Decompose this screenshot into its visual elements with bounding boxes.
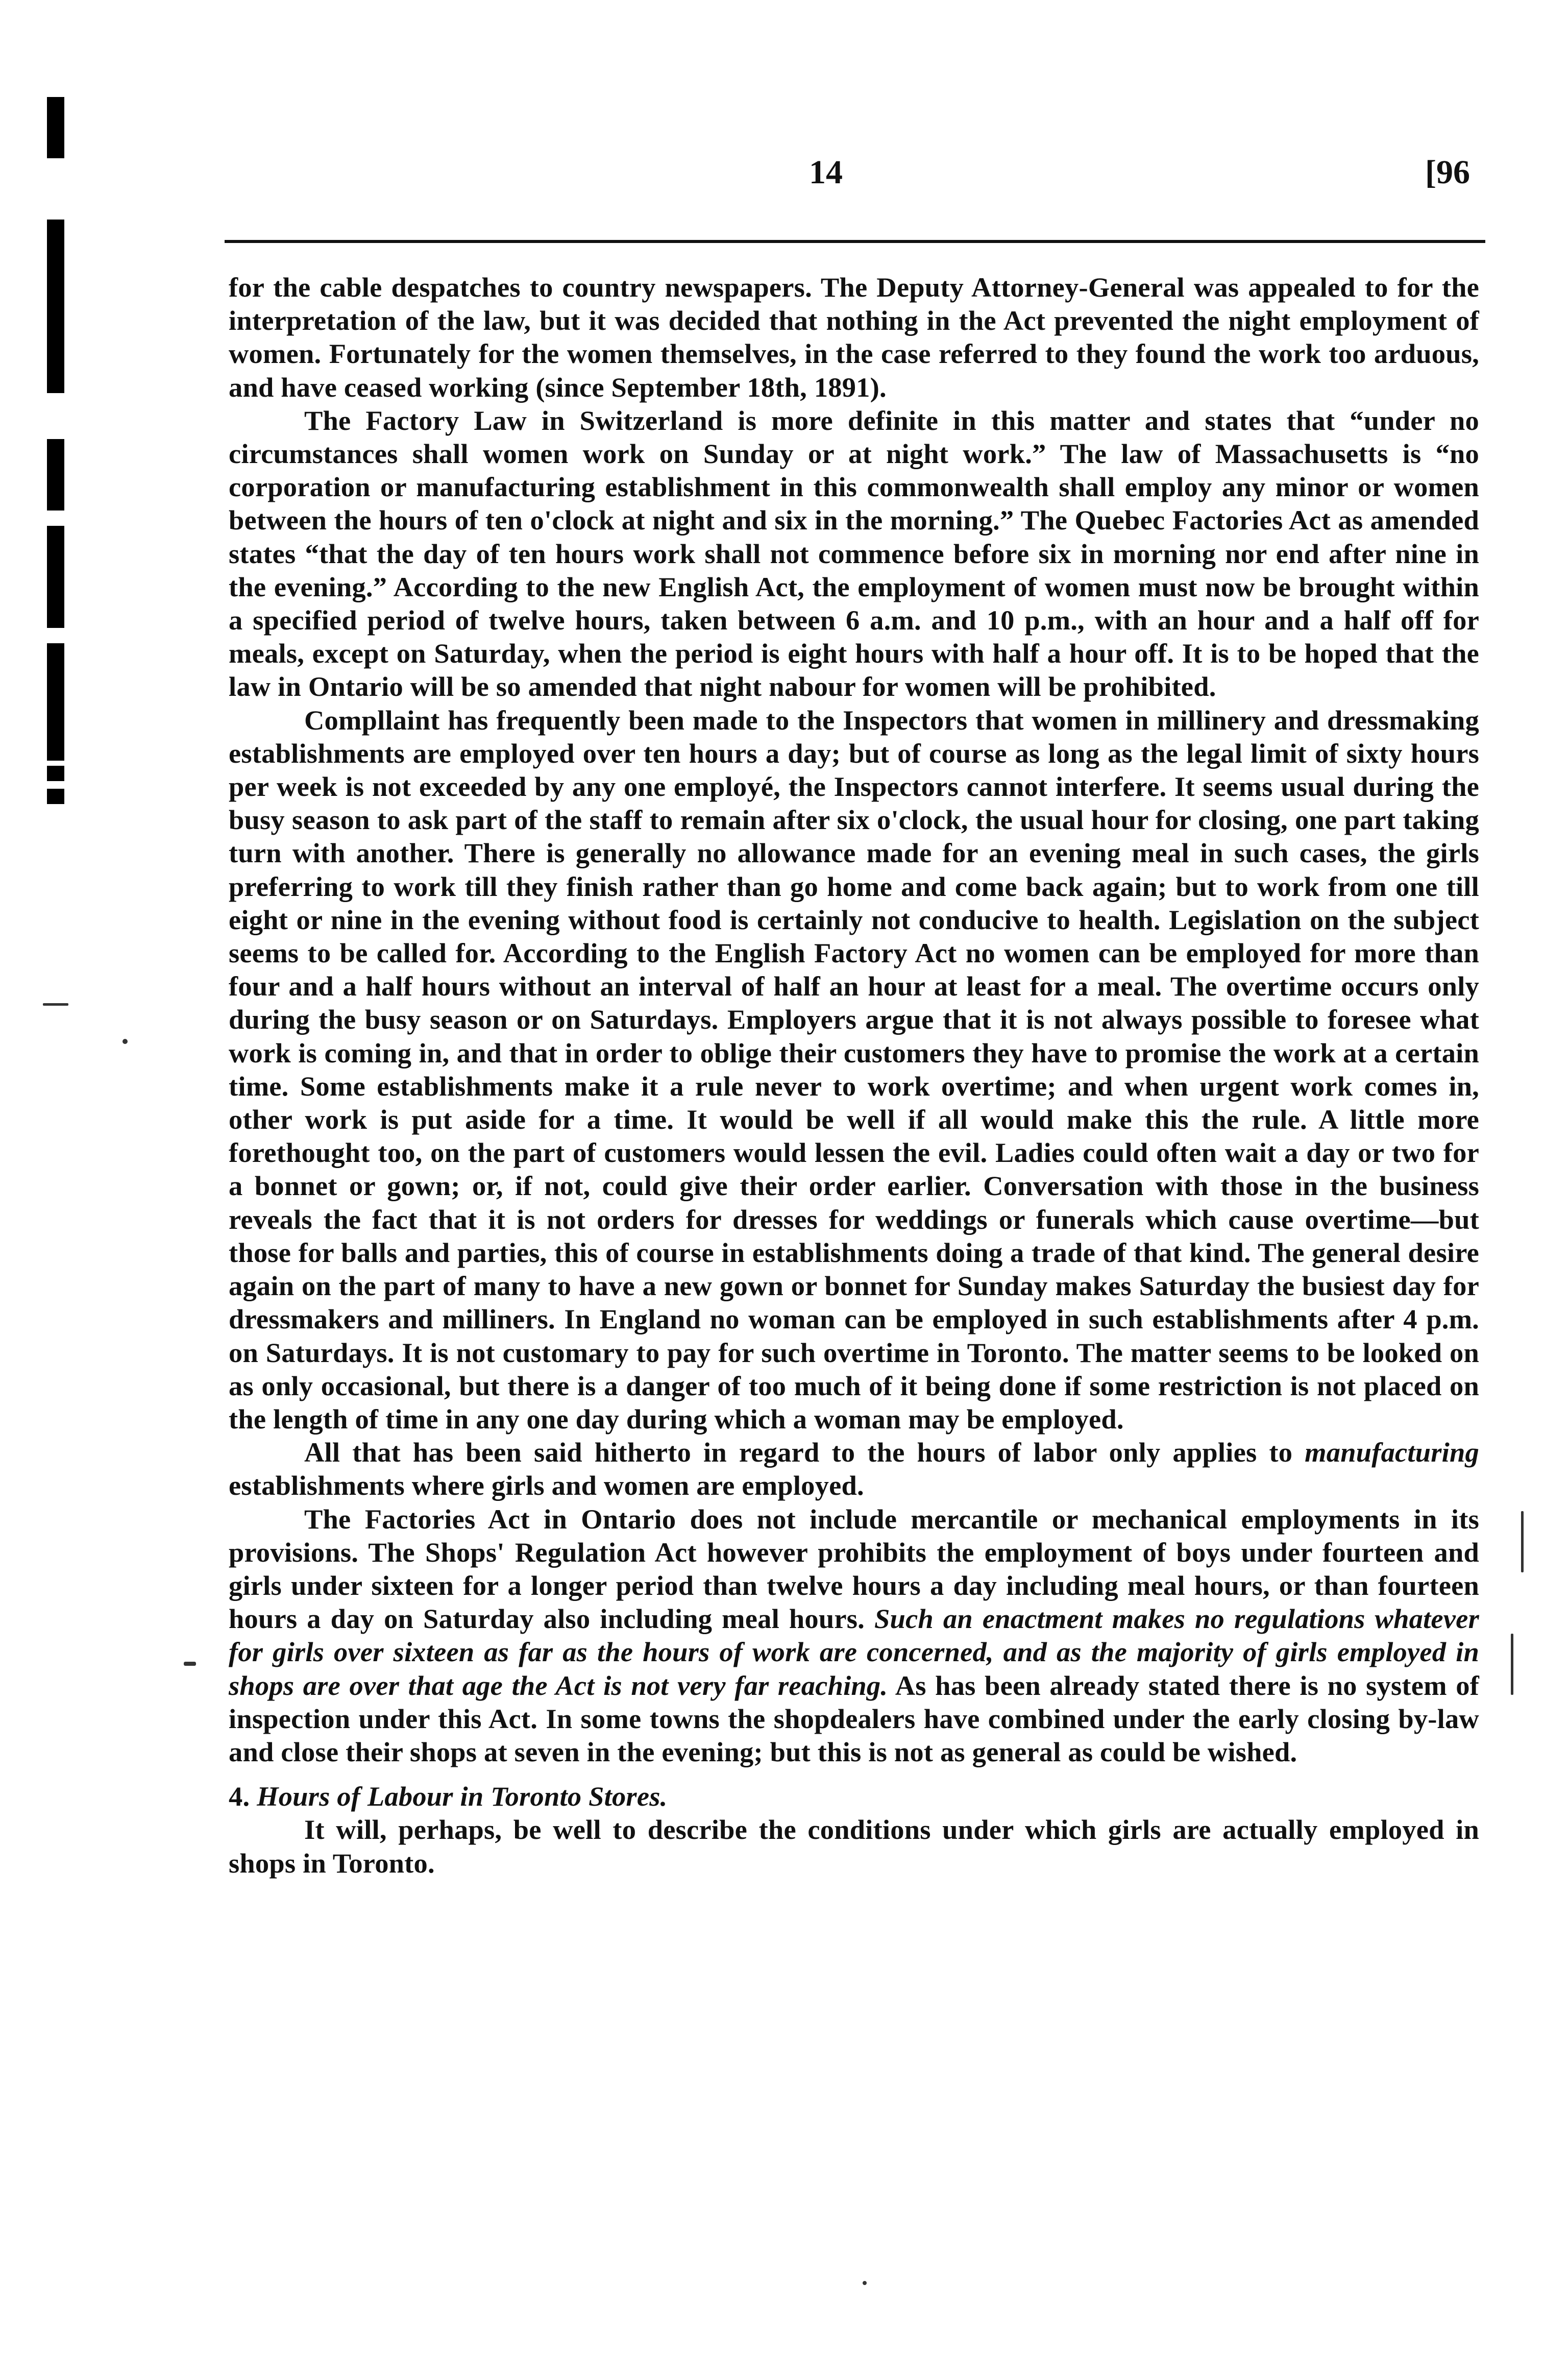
scan-speck — [184, 1662, 196, 1666]
scan-speck — [1521, 1511, 1524, 1572]
paragraph-text: establishments where girls and women are employed. — [229, 1470, 864, 1501]
section-heading — [229, 1780, 1479, 1813]
scan-speck — [1511, 1634, 1513, 1695]
header-rule — [225, 240, 1485, 243]
italic-text: manufacturing — [1305, 1437, 1479, 1468]
section-title: Hours of Labour in Toronto Stores. — [257, 1781, 668, 1812]
paragraph-text: All that has been said hitherto in regard to the hours of labor only applies to — [304, 1437, 1305, 1468]
scan-margin-bar — [47, 526, 64, 628]
page-number: 14 — [809, 154, 843, 191]
paragraph: for the cable despatches to country newspapers. The Deputy Attorney-General was appealed to for the interpretation of the law, but it was decided that nothing in the Act prevented the night employment of women. Fortunately for the women themselves, in the case referred to they found the work too arduous, and have ceased working (since September 18th, 1891). — [229, 272, 1479, 403]
paragraph: The Factory Law in Switzerland is more definite in this matter and states that “under no circumstances shall women work on Sunday or at night work.” The law of Massachusetts is “no corporation or manufacturing establishment in this commonwealth shall employ any minor or women between the hours of ten o'clock at night and six in the morning.” The Quebec Factories Act as amended states “that the day of ten hours work shall not commence before six in morning nor end after nine in the evening.” According to the new English Act, the employment of women must now be brought within a specified period of twelve hours, taken between 6 a.m. and 10 p.m., with an hour and a half off for meals, except on Saturday, when the period is eight hours with half a hour off. It is to be hoped that the law in Ontario will be so amended that night nabour for women will be prohibited. — [229, 404, 1479, 702]
page-reference: [96 — [1425, 154, 1470, 191]
italic-text: Such an enactment makes no regulations whatever for girls over sixteen as far as the hours of work are concerned, and as the majority of girls employed in shops are over that age the Act is not very far reaching. — [229, 1603, 1479, 1701]
scan-speck — [863, 2281, 867, 2285]
paragraph-text: The Factories Act in Ontario does not include mercantile or mechanical employments in its provisions. The Shops' Regulation Act however prohibits the employment of boys under fourteen and girls under sixteen for a longer period than twelve hours a day including meal hours, or than fourteen hours a day on Saturday also including meal hours. — [229, 1503, 1479, 1635]
scan-speck — [43, 1003, 68, 1006]
scan-speck — [122, 1039, 128, 1044]
paragraph — [229, 1436, 1479, 1502]
page-header — [219, 153, 1470, 204]
paragraph-text: As has been already stated there is no system of inspection under this Act. In some towns the shopdealers have combined under the early closing by-law and close their shops at seven in the evening; but this is not as general as could be wished. — [229, 1669, 1479, 1767]
paragraph — [229, 1502, 1479, 1769]
scan-margin-bar — [47, 766, 64, 781]
paragraph: Compllaint has frequently been made to the Inspectors that women in millinery and dressmaking establishments are employed over ten hours a day; but of course as long as the legal limit of sixty hours per week is not exceeded by any one employé, the Inspectors cannot interfere. It seems usual during the busy season to ask part of the staff to remain after six o'clock, the usual hour for closing, one part taking turn with another. There is generally no allowance made for an evening meal in such cases, the girls preferring to work till they finish rather than go home and come back again; but to work from one till eight or nine in the evening without food is certainly not conducive to health. Legislation on the subject seems to be called for. According to the English Factory Act no women can be employed for more than four and a half hours without an interval of half an hour at least for a meal. The overtime occurs only during the busy season or on Saturdays. Employers argue that it is not always possible to foresee what work is coming in, and that in order to oblige their customers they have to promise the work at a certain time. Some establishments make it a rule never to work overtime; and when urgent work comes in, other work is put aside for a time. It would be well if all would make this the rule. A little more forethought too, on the part of customers would lessen the evil. Ladies could often wait a day or two for a bonnet or gown; or, if not, could give their order earlier. Conversation with those in the business reveals the fact that it is not orders for dresses for weddings or funerals which cause overtime—but those for balls and parties, this of course in establishments doing a trade of that kind. The general desire again on the part of many to have a new gown or bonnet for Sunday makes Saturday the busiest day for dressmakers and milliners. In England no woman can be employed in such establishments after 4 p.m. on Saturdays. It is not customary to pay for such overtime in Toronto. The matter seems to be looked on as only occasional, but there is a danger of too much of it being done if some restriction is not placed on the length of time in any one day during which a woman may be employed. — [229, 704, 1479, 1435]
scan-margin-bar — [47, 97, 64, 158]
scan-margin-bar — [47, 439, 64, 511]
paragraph: It will, perhaps, be well to describe the conditions under which girls are actually employed in shops in Toronto. — [229, 1814, 1479, 1879]
body-text — [229, 271, 1479, 1880]
scan-margin-bar — [47, 643, 64, 761]
scan-margin-bar — [47, 220, 64, 393]
scan-margin-bar — [47, 789, 64, 804]
section-number: 4. — [229, 1781, 250, 1812]
